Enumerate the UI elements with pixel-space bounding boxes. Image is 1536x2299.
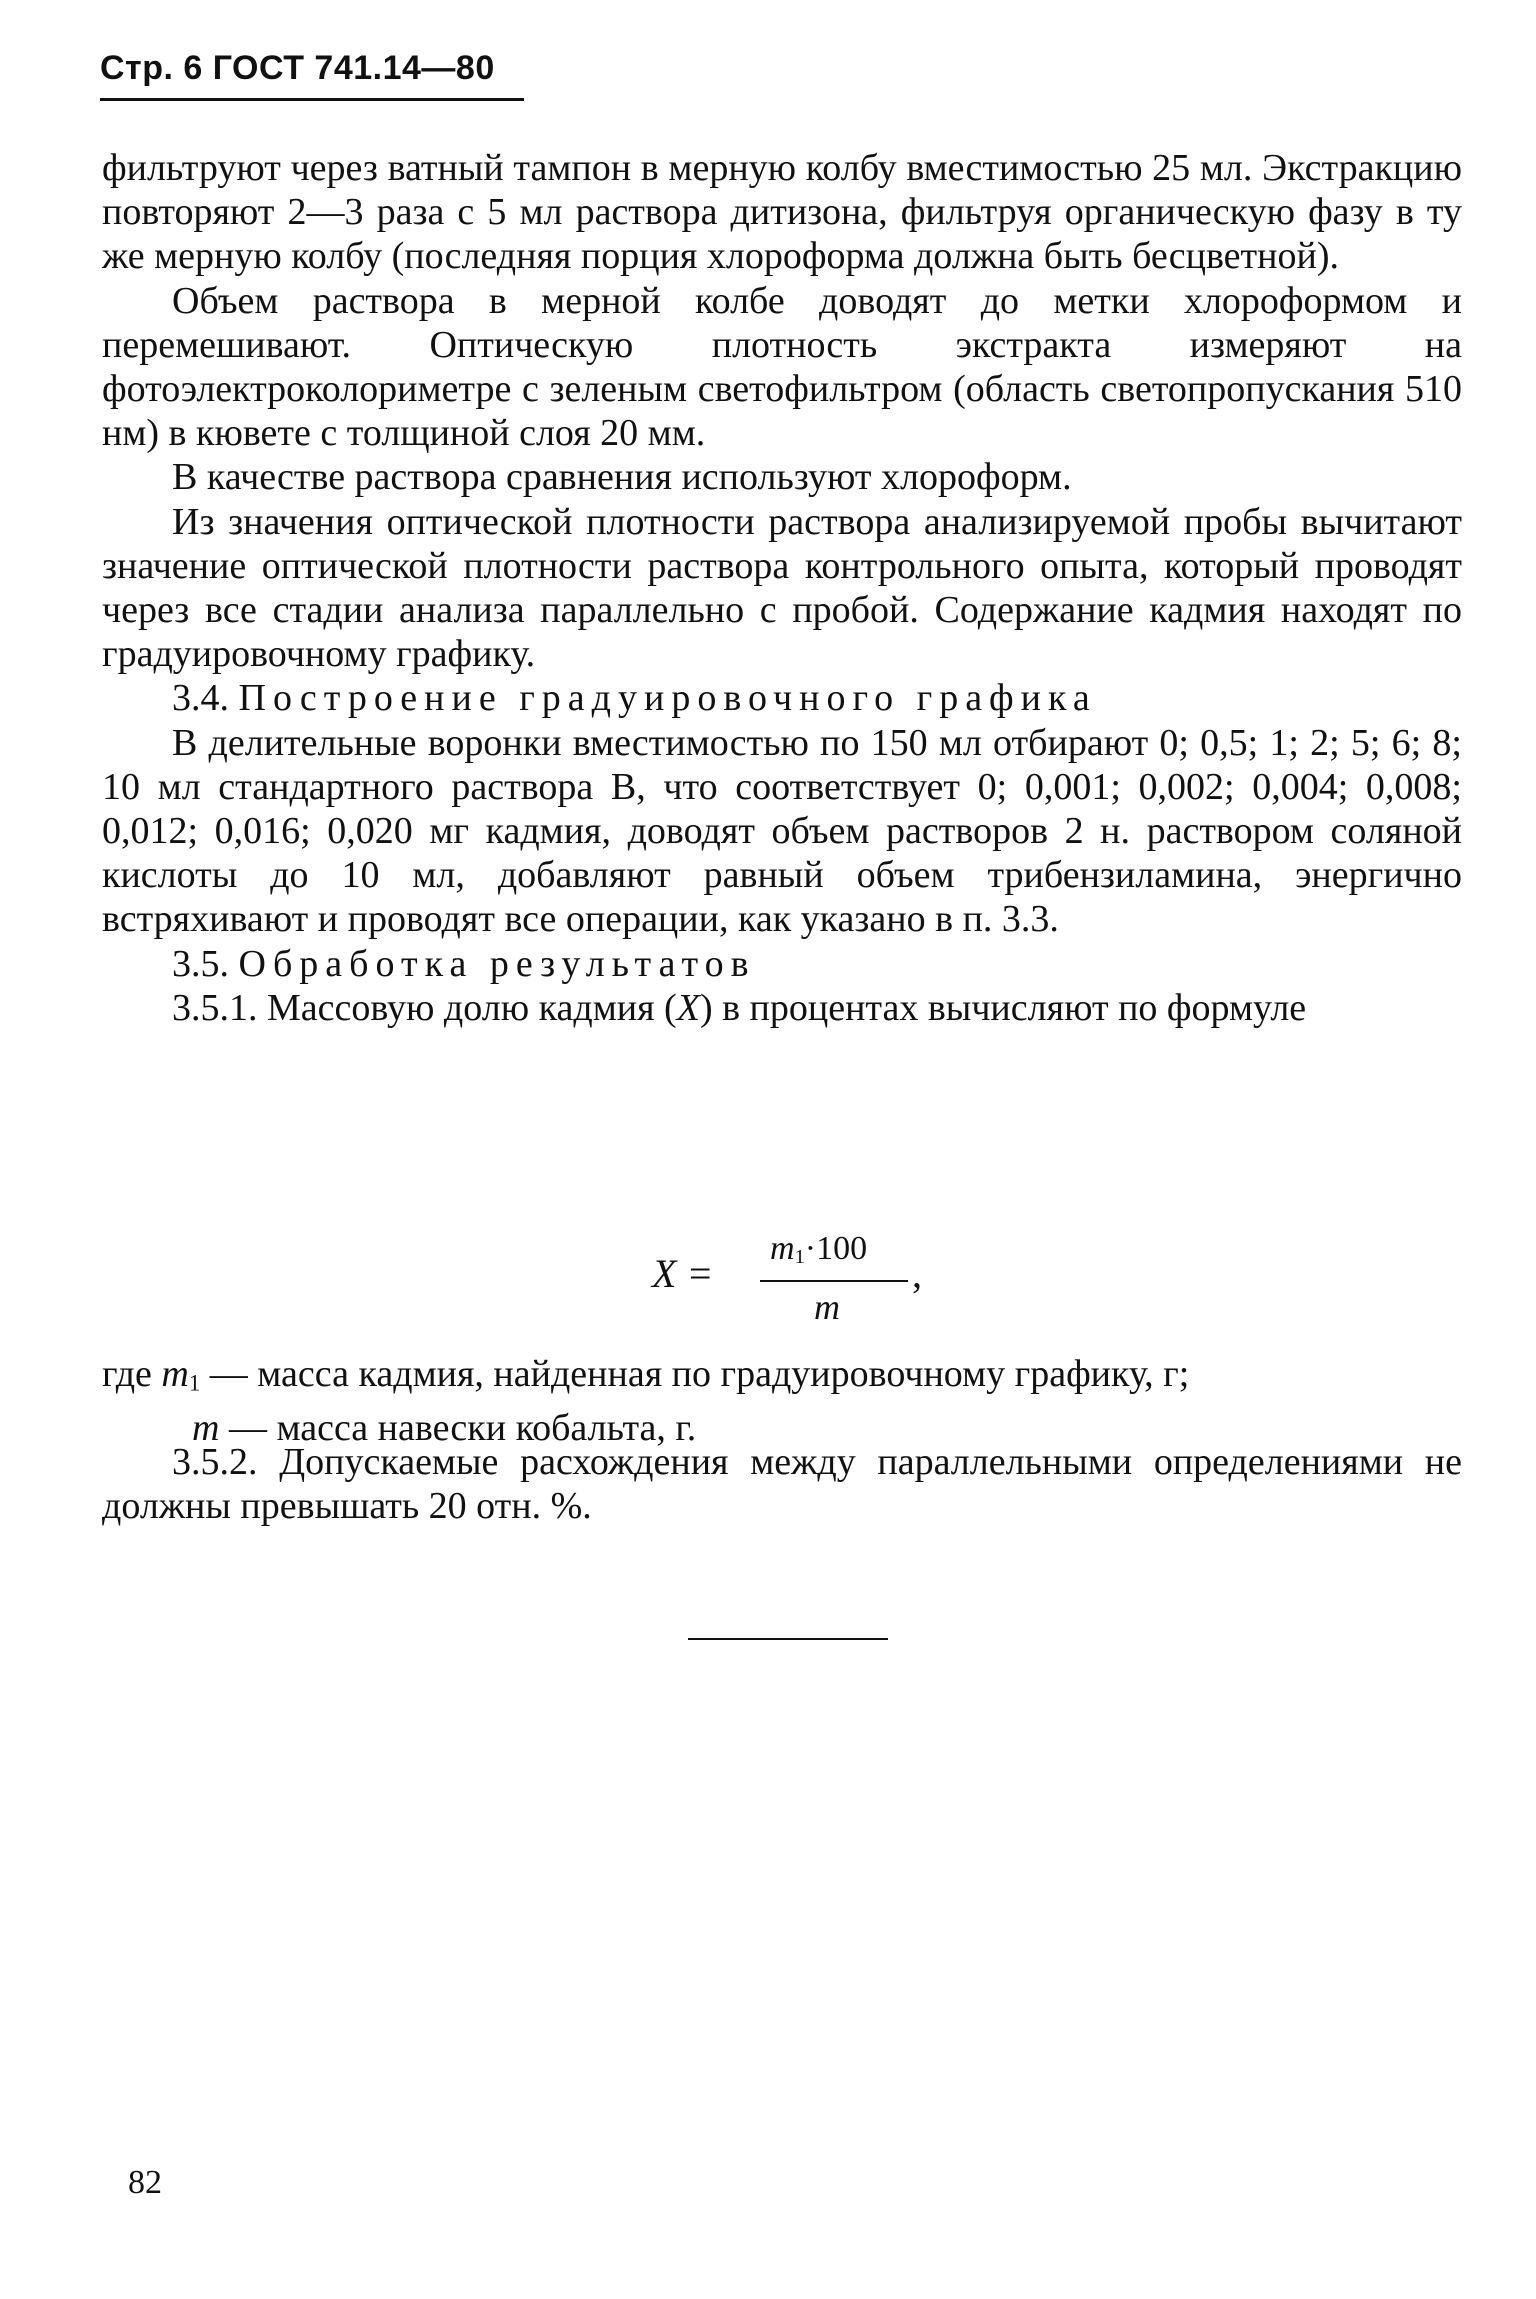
legend-text-m: — масса навески кобальта, г. [219,1406,697,1449]
formula-legend [102,1352,1462,1450]
fraction-bar [760,1280,908,1282]
header-rule [100,98,524,101]
formula-comma: , [912,1251,922,1296]
paragraph-optical-density: Из значения оптической плотности раствора анализируемой пробы вычитают значение оптической плотности раствора контрольного опыта, который проводят через все стадии анализа параллельно с пробой. Содержание кадмия находят по градуировочному графику. [102,500,1462,676]
section-3-4-heading [102,676,1462,720]
page-header: Стр. 6 ГОСТ 741.14—80 [100,49,495,87]
formula-lhs: X = [652,1251,714,1296]
formula [0,1230,1536,1340]
paragraph-volume: Объем раствора в мерной колбе доводят до метки хлороформом и перемешивают. Оптическую плотность экстракта измеряют на фотоэлектроколориметре с зеленым светофильтром (область светопропускания 510 нм) в кювете с толщиной слоя 20 мм. [102,279,1462,455]
section-3-5-number: 3.5. [172,942,229,985]
numerator-sub: 1 [794,1246,805,1269]
legend-var-m1: m [161,1353,189,1395]
section-3-5-1-end: ) в процентах вычисляют по формуле [699,986,1307,1029]
legend-row-m1 [102,1352,1462,1406]
legend-lead: где [102,1353,152,1395]
formula-denominator: m [814,1287,840,1327]
numerator-rest: ·100 [804,1230,868,1267]
numerator-var: m [770,1230,795,1267]
section-3-5-title: Обработка результатов [238,942,756,985]
section-3-4-title: Построение градуировочного графика [238,677,1097,720]
paragraph-reference-solution: В качестве раствора сравнения используют хлороформ. [172,456,1072,499]
section-3-5-2-text: 3.5.2. Допускаемые расхождения между параллельными определениями не должны превышать 20 отн. %. [102,1441,1462,1528]
section-3-4-number: 3.4. [172,677,229,720]
page-number: 82 [128,2164,162,2201]
legend-sub-1: 1 [188,1370,201,1396]
paragraph-continuation: фильтруют через ватный тампон в мерную колбу вместимостью 25 мл. Экстракцию повторяют 2—3 раза с 5 мл раствора дитизона, фильтруя органическую фазу в ту же мерную колбу (последняя порция хлороформа должна быть бесцветной). [102,147,1462,278]
body-text [102,146,1462,1030]
end-rule [688,1638,888,1640]
section-3-5-1-text [102,986,1462,1030]
variable-x: X [676,986,700,1029]
section-3-5-heading [102,942,1462,986]
legend-text-m1: — масса кадмия, найденная по градуировочному графику, г; [200,1353,1190,1395]
legend-var-m: m [192,1406,220,1449]
section-3-5-1-start: 3.5.1. Массовую долю кадмия ( [172,986,677,1029]
section-3-5-2 [102,1440,1462,1528]
formula-numerator [770,1230,867,1269]
section-3-4-text: В делительные воронки вместимостью по 150 мл отбирают 0; 0,5; 1; 2; 5; 6; 8; 10 мл стандартного раствора В, что соответствует 0; 0,001; 0,002; 0,004; 0,008; 0,012; 0,016; 0,020 мг кадмия, доводят объем растворов 2 н. раствором соляной кислоты до 10 мл, добавляют равный объем трибензиламина, энергично встряхивают и проводят все операции, как указано в п. 3.3. [102,721,1462,941]
